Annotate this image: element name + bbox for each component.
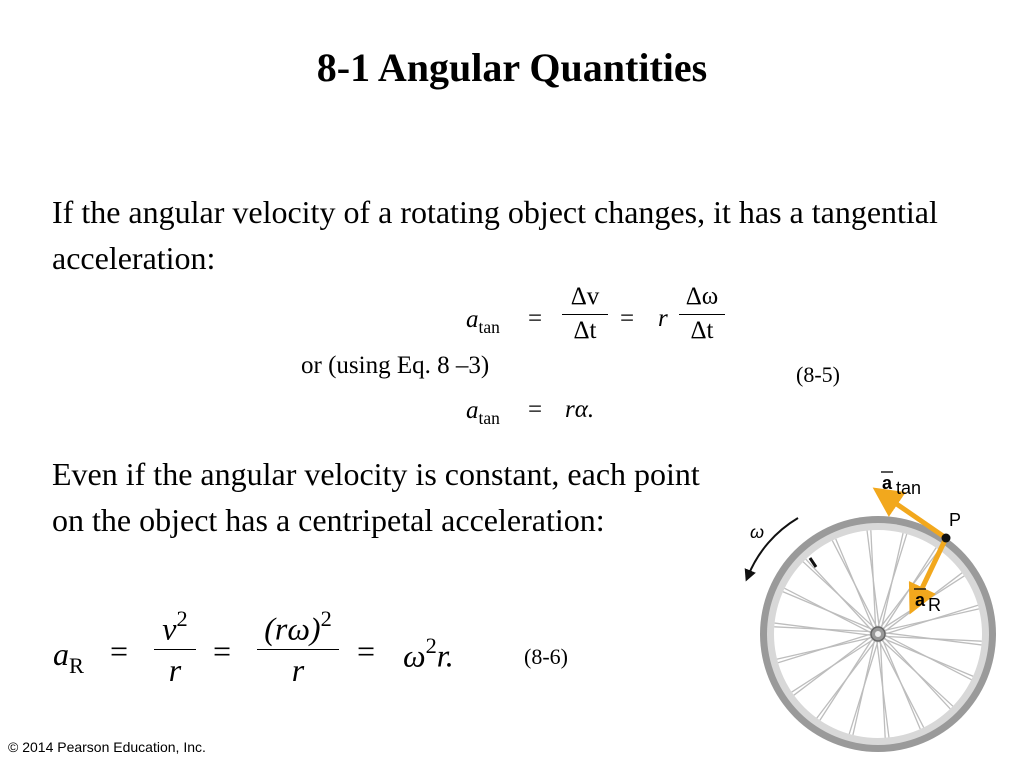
eq2-rhs: $\omega^2r$.: [403, 633, 454, 674]
eq2-equals-3: =: [357, 633, 376, 669]
point-p-label: P: [949, 510, 962, 530]
omega-label: ω: [750, 522, 765, 542]
eq2-lhs: $a_R$: [53, 636, 84, 678]
copyright-footer: © 2014 Pearson Education, Inc.: [8, 739, 206, 755]
slide-title: 8-1 Angular Quantities: [316, 45, 708, 90]
atan-symbol: a: [882, 473, 893, 493]
eq1-lhs-2: $a_{tan}$: [466, 397, 500, 429]
eq2-number: (8-6): [524, 644, 568, 669]
eq2-fraction-rw2-r: $(r\omega)^2$ r: [257, 606, 339, 689]
eq2-fraction-v2-r: $v^2$ r: [154, 606, 196, 689]
eq1-equals-2: =: [620, 305, 635, 332]
wheel-diagram: [730, 458, 1024, 758]
wheel-axle: [875, 631, 881, 637]
eq2-equals-2: =: [213, 633, 232, 669]
intro-paragraph: If the angular velocity of a rotating object changes, it has a tangential acceleration:: [52, 194, 938, 276]
eq2-equals-1: =: [110, 633, 129, 669]
eq1-fraction-dw-dt: Δω Δt: [679, 283, 725, 346]
eq1-r-alpha: rα.: [565, 396, 595, 423]
eq1-equals-3: =: [528, 396, 543, 423]
eq1-lhs: $a_{tan}$: [466, 306, 500, 338]
aR-subscript: R: [928, 595, 941, 615]
eq1-number: (8-5): [796, 362, 840, 387]
eq1-r: r: [658, 305, 668, 332]
eq1-equals-1: =: [528, 305, 543, 332]
eq1-or-text: or (using Eq. 8 –3): [301, 352, 490, 379]
atan-subscript: tan: [896, 478, 922, 498]
bicycle-wheel: [760, 516, 996, 752]
eq1-fraction-dv-dt: Δv Δt: [562, 283, 608, 346]
aR-symbol: a: [915, 590, 926, 610]
centripetal-paragraph: Even if the angular velocity is constant, each point on the object has a centripetal acceleration:: [52, 456, 700, 538]
point-p-marker: [942, 534, 951, 543]
